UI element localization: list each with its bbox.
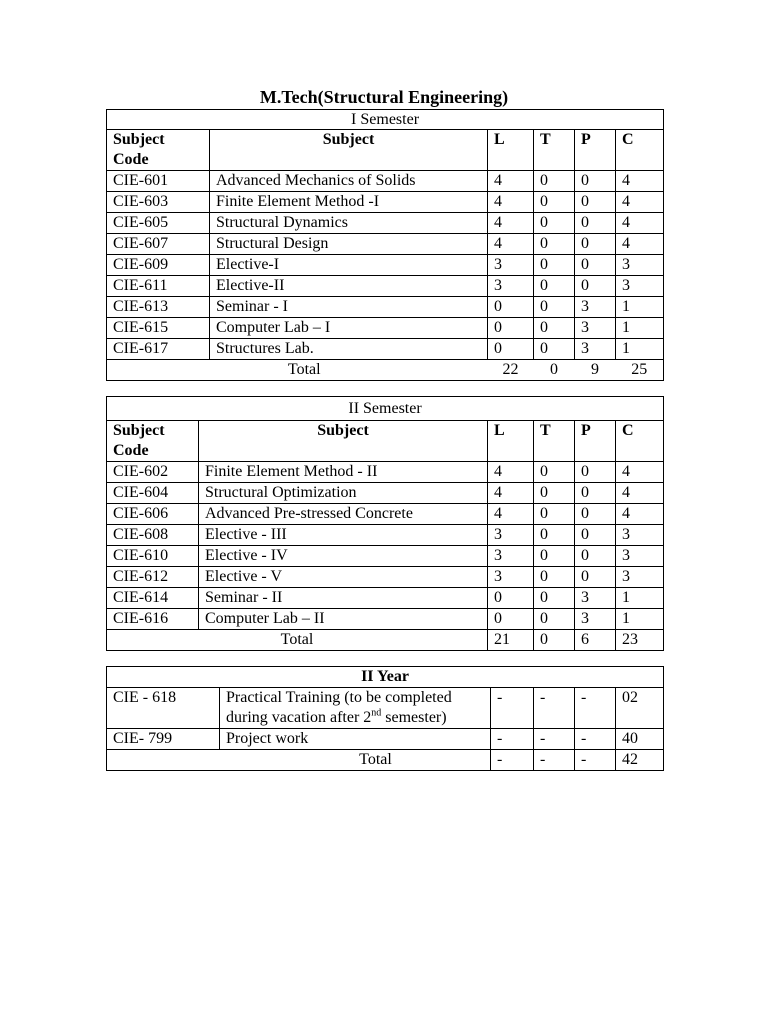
cell-t: 0 bbox=[534, 192, 575, 213]
semester-heading: II Semester bbox=[107, 397, 664, 421]
subject-name: Project work bbox=[220, 729, 491, 750]
cell-p: 0 bbox=[575, 213, 616, 234]
cell-l: 4 bbox=[488, 213, 534, 234]
cell-c: 1 bbox=[616, 609, 664, 630]
column-header-c: C bbox=[616, 130, 664, 171]
column-header-code: Subject Code bbox=[107, 421, 199, 462]
subject-code: CIE-604 bbox=[107, 483, 199, 504]
cell-c: 3 bbox=[616, 255, 664, 276]
table-row bbox=[107, 546, 664, 567]
cell-l: 3 bbox=[488, 255, 534, 276]
table-row bbox=[107, 525, 664, 546]
cell-c: 4 bbox=[616, 234, 664, 255]
subject-code: CIE-616 bbox=[107, 609, 199, 630]
semester-1-table bbox=[106, 109, 664, 381]
cell-l: 0 bbox=[488, 339, 534, 360]
table-row bbox=[107, 609, 664, 630]
cell-t: 0 bbox=[534, 567, 575, 588]
cell-t: 0 bbox=[534, 588, 575, 609]
total-row bbox=[107, 360, 664, 381]
total-c: 42 bbox=[616, 750, 664, 771]
subject-name: Elective - IV bbox=[199, 546, 488, 567]
subject-name: Structural Optimization bbox=[199, 483, 488, 504]
subject-code: CIE-608 bbox=[107, 525, 199, 546]
subject-code: CIE-606 bbox=[107, 504, 199, 525]
cell-t: - bbox=[534, 688, 575, 729]
cell-l: - bbox=[491, 688, 534, 729]
subject-name: Seminar - II bbox=[199, 588, 488, 609]
cell-p: - bbox=[575, 688, 616, 729]
cell-c: 1 bbox=[616, 297, 664, 318]
column-header-p: P bbox=[575, 130, 616, 171]
total-p: 9 bbox=[575, 360, 616, 381]
cell-l: 4 bbox=[488, 192, 534, 213]
cell-p: 3 bbox=[575, 339, 616, 360]
cell-l: 4 bbox=[488, 483, 534, 504]
cell-l: 3 bbox=[488, 546, 534, 567]
subject-code: CIE-614 bbox=[107, 588, 199, 609]
cell-t: 0 bbox=[534, 171, 575, 192]
column-header-subject: Subject bbox=[210, 130, 488, 171]
total-p: 6 bbox=[575, 630, 616, 651]
cell-c: 4 bbox=[616, 462, 664, 483]
year-2-table bbox=[106, 666, 664, 771]
total-l: 21 bbox=[488, 630, 534, 651]
table-row bbox=[107, 504, 664, 525]
cell-l: 0 bbox=[488, 609, 534, 630]
subject-name-line2-post: semester) bbox=[381, 709, 447, 726]
table-row bbox=[107, 276, 664, 297]
table-row bbox=[107, 462, 664, 483]
cell-l: 0 bbox=[488, 588, 534, 609]
subject-name-line1: Practical Training (to be completed bbox=[226, 689, 452, 706]
column-header-c: C bbox=[616, 421, 664, 462]
cell-t: 0 bbox=[534, 339, 575, 360]
cell-t: 0 bbox=[534, 504, 575, 525]
table-row bbox=[107, 339, 664, 360]
total-t: 0 bbox=[534, 360, 575, 381]
subject-code: CIE-603 bbox=[107, 192, 210, 213]
cell-p: 0 bbox=[575, 276, 616, 297]
cell-c: 1 bbox=[616, 588, 664, 609]
cell-p: 0 bbox=[575, 525, 616, 546]
cell-c: 4 bbox=[616, 504, 664, 525]
column-header-code: Subject Code bbox=[107, 130, 210, 171]
page-title: M.Tech(Structural Engineering) bbox=[259, 87, 509, 107]
cell-t: 0 bbox=[534, 297, 575, 318]
cell-p: 0 bbox=[575, 192, 616, 213]
cell-p: 3 bbox=[575, 609, 616, 630]
cell-p: 3 bbox=[575, 318, 616, 339]
cell-p: 0 bbox=[575, 504, 616, 525]
subject-name-line2-pre: during vacation after 2 bbox=[226, 709, 372, 726]
total-row bbox=[107, 750, 664, 771]
cell-c: 1 bbox=[616, 339, 664, 360]
subject-name: Finite Element Method -I bbox=[210, 192, 488, 213]
table-row bbox=[107, 234, 664, 255]
cell-l: 4 bbox=[488, 234, 534, 255]
year-heading: II Year bbox=[107, 667, 664, 688]
cell-p: 0 bbox=[575, 546, 616, 567]
column-header-l: L bbox=[488, 130, 534, 171]
total-l: - bbox=[491, 750, 534, 771]
cell-p: 0 bbox=[575, 234, 616, 255]
subject-code: CIE- 799 bbox=[107, 729, 220, 750]
table-row bbox=[107, 688, 664, 729]
cell-p: 0 bbox=[575, 567, 616, 588]
subject-name: Structural Design bbox=[210, 234, 488, 255]
cell-l: 4 bbox=[488, 462, 534, 483]
subject-name: Advanced Pre-stressed Concrete bbox=[199, 504, 488, 525]
subject-name: Computer Lab – I bbox=[210, 318, 488, 339]
subject-name: Elective - III bbox=[199, 525, 488, 546]
cell-l: 4 bbox=[488, 504, 534, 525]
total-label: Total bbox=[107, 630, 488, 651]
subject-code: CIE-605 bbox=[107, 213, 210, 234]
subject-name: Elective-I bbox=[210, 255, 488, 276]
subject-name: Computer Lab – II bbox=[199, 609, 488, 630]
column-header-p: P bbox=[575, 421, 616, 462]
cell-c: 4 bbox=[616, 483, 664, 504]
cell-t: 0 bbox=[534, 525, 575, 546]
cell-l: 3 bbox=[488, 525, 534, 546]
table-row bbox=[107, 483, 664, 504]
cell-l: 3 bbox=[488, 567, 534, 588]
cell-p: 3 bbox=[575, 297, 616, 318]
table-row bbox=[107, 192, 664, 213]
cell-t: 0 bbox=[534, 609, 575, 630]
cell-l: 0 bbox=[488, 297, 534, 318]
cell-p: 0 bbox=[575, 171, 616, 192]
cell-p: - bbox=[575, 729, 616, 750]
cell-c: 3 bbox=[616, 276, 664, 297]
cell-t: 0 bbox=[534, 483, 575, 504]
semester-heading: I Semester bbox=[107, 110, 664, 130]
total-t: 0 bbox=[534, 630, 575, 651]
cell-t: 0 bbox=[534, 546, 575, 567]
cell-c: 1 bbox=[616, 318, 664, 339]
column-header-subject: Subject bbox=[199, 421, 488, 462]
table-row bbox=[107, 567, 664, 588]
cell-t: - bbox=[534, 729, 575, 750]
subject-name: Elective-II bbox=[210, 276, 488, 297]
table-row bbox=[107, 729, 664, 750]
subject-name: Advanced Mechanics of Solids bbox=[210, 171, 488, 192]
cell-l: 0 bbox=[488, 318, 534, 339]
semester-2-table bbox=[106, 396, 664, 651]
cell-t: 0 bbox=[534, 318, 575, 339]
subject-code: CIE-609 bbox=[107, 255, 210, 276]
cell-t: 0 bbox=[534, 234, 575, 255]
total-label: Total bbox=[107, 360, 488, 381]
cell-c: 3 bbox=[616, 567, 664, 588]
cell-p: 0 bbox=[575, 462, 616, 483]
cell-p: 0 bbox=[575, 255, 616, 276]
cell-p: 0 bbox=[575, 483, 616, 504]
cell-t: 0 bbox=[534, 276, 575, 297]
table-row bbox=[107, 588, 664, 609]
ordinal-suffix: nd bbox=[371, 707, 382, 719]
cell-c: 4 bbox=[616, 192, 664, 213]
subject-code: CIE-613 bbox=[107, 297, 210, 318]
table-row bbox=[107, 171, 664, 192]
total-t: - bbox=[534, 750, 575, 771]
subject-code: CIE-615 bbox=[107, 318, 210, 339]
subject-code: CIE-611 bbox=[107, 276, 210, 297]
cell-c: 4 bbox=[616, 213, 664, 234]
total-p: - bbox=[575, 750, 616, 771]
subject-name: Structural Dynamics bbox=[210, 213, 488, 234]
subject-name bbox=[220, 688, 491, 729]
cell-c: 02 bbox=[616, 688, 664, 729]
subject-code: CIE-617 bbox=[107, 339, 210, 360]
subject-name: Finite Element Method - II bbox=[199, 462, 488, 483]
cell-c: 4 bbox=[616, 171, 664, 192]
cell-c: 3 bbox=[616, 546, 664, 567]
subject-name: Seminar - I bbox=[210, 297, 488, 318]
table-row bbox=[107, 255, 664, 276]
total-c: 23 bbox=[616, 630, 664, 651]
total-l: 22 bbox=[488, 360, 534, 381]
cell-p: 3 bbox=[575, 588, 616, 609]
subject-code: CIE-601 bbox=[107, 171, 210, 192]
column-header-t: T bbox=[534, 421, 575, 462]
table-row bbox=[107, 297, 664, 318]
subject-code: CIE-602 bbox=[107, 462, 199, 483]
total-label: Total bbox=[107, 750, 491, 771]
subject-code: CIE-610 bbox=[107, 546, 199, 567]
table-header-row bbox=[107, 421, 664, 462]
cell-l: 4 bbox=[488, 171, 534, 192]
subject-code: CIE-607 bbox=[107, 234, 210, 255]
subject-name-line2 bbox=[226, 708, 484, 728]
subject-code: CIE-612 bbox=[107, 567, 199, 588]
table-header-row bbox=[107, 130, 664, 171]
total-row bbox=[107, 630, 664, 651]
cell-l: - bbox=[491, 729, 534, 750]
cell-t: 0 bbox=[534, 255, 575, 276]
cell-c: 40 bbox=[616, 729, 664, 750]
subject-name: Structures Lab. bbox=[210, 339, 488, 360]
table-row bbox=[107, 213, 664, 234]
column-header-t: T bbox=[534, 130, 575, 171]
subject-name: Elective - V bbox=[199, 567, 488, 588]
total-c: 25 bbox=[616, 360, 664, 381]
subject-code: CIE - 618 bbox=[107, 688, 220, 729]
cell-c: 3 bbox=[616, 525, 664, 546]
column-header-l: L bbox=[488, 421, 534, 462]
cell-t: 0 bbox=[534, 462, 575, 483]
cell-l: 3 bbox=[488, 276, 534, 297]
cell-t: 0 bbox=[534, 213, 575, 234]
table-row bbox=[107, 318, 664, 339]
